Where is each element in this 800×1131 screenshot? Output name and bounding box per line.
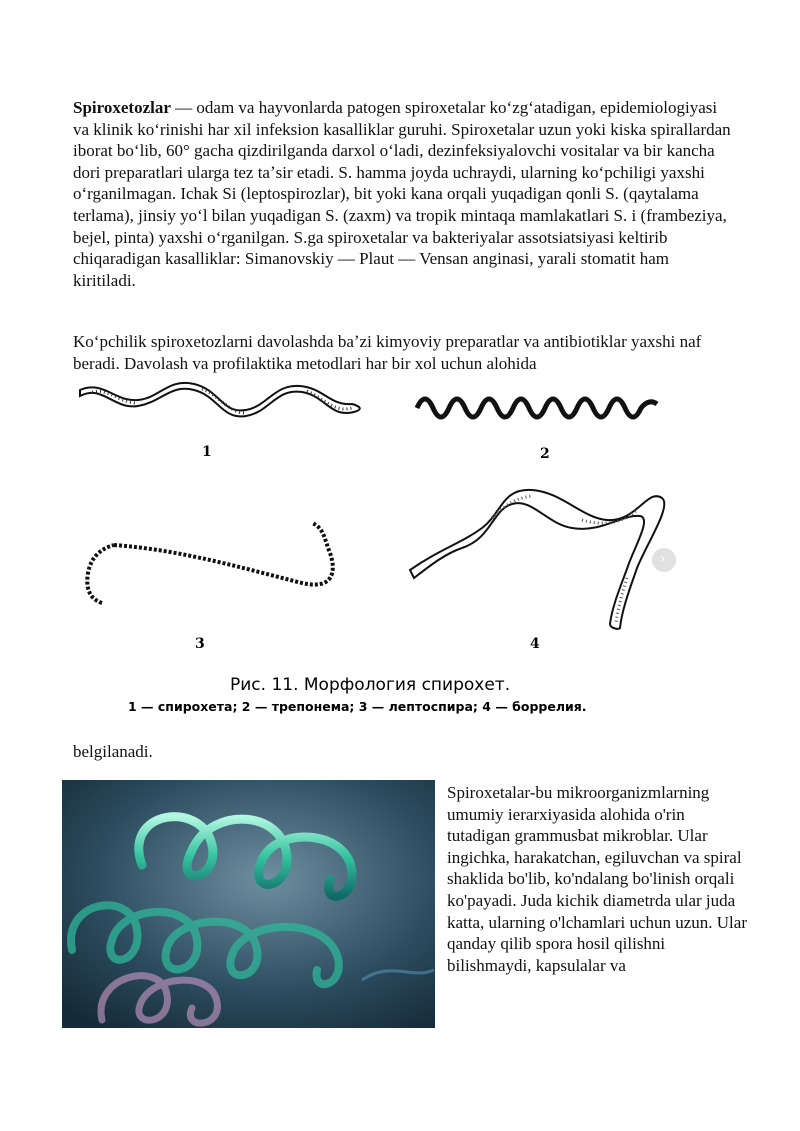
- figure-label-1: 1: [202, 444, 212, 460]
- figure-label-3: 3: [195, 636, 205, 652]
- figure-label-2: 2: [540, 446, 550, 462]
- figure-label-4: 4: [530, 636, 540, 652]
- chevron-right-icon[interactable]: ›: [652, 548, 676, 572]
- spirochete-1-drawing: [80, 383, 360, 417]
- spirochete-morphology-figure: [62, 378, 702, 723]
- figure-caption-legend: 1 — спирохета; 2 — трепонема; 3 — лептоспира; 4 — боррелия.: [128, 699, 587, 714]
- term-spiroxetozlar: Spiroxetozlar: [73, 98, 171, 117]
- paragraph-continuation: belgilanadi.: [73, 742, 153, 761]
- side-description: Spiroxetalar-bu mikroorganizmlarning umumiy ierarxiyasida alohida o'rin tutadigan grammusbat mikroblar. Ular ingichka, harakatchan, egiluvchan va spiral shaklida bo'lib, ko'ndalang bo'linish orqali ko'payadi. Juda kichik diametrda ular juda katta, ularning o'lchamlari uchun uzun. Ular qanday qilib spora hosil qilishni bilishmaydi, kapsulalar va: [447, 783, 747, 975]
- borrelia-4-drawing: [410, 490, 664, 629]
- paragraph-treatment: Koʻpchilik spiroxetozlarni davolashda baʼzi kimyoviy preparatlar va antibiotiklar yaxshi naf beradi. Davolash va profilaktika metodlari har bir xol uchun alohida: [73, 332, 702, 373]
- paragraph-intro: [73, 97, 733, 291]
- intro-text: — odam va hayvonlarda patogen spiroxetalar koʻzgʻatadigan, epidemiologiyasi va klinik koʻrinishi har xil infeksion kasalliklar guruhi. Spiroxetalar uzun yoki kiska spirallardan iborat boʻlib, 60° gacha qizdirilganda darxol oʻladi, dezinfeksiyalovchi vositalar va bir kancha dori preparatlari ularga tez taʼsir etadi. S. hamma joyda uchraydi, ularning koʻpchiligi yaxshi oʻrganilmagan. Ichak Si (leptospirozlar), bit yoki kana orqali yuqadigan qonli S. (qaytalama terlama), jinsiy yoʻl bilan yuqadigan S. (zaxm) va tropik mintaqa mamlakatlari S. i (frambeziya, bejel, pinta) yaxshi oʻrganilgan. S.ga spiroxetalar va bakteriyalar assotsiatsiyasi keltirib chiqaradigan kasalliklar: Simanovskiy — Plaut — Vensan anginasi, yarali stomatit ham kiritiladi.: [73, 98, 731, 290]
- treponema-2-drawing: [417, 399, 657, 417]
- leptospira-3-drawing: [87, 523, 333, 603]
- spirochete-microscopy-photo: [62, 780, 435, 1028]
- figure-caption-title: Рис. 11. Морфология спирохет.: [230, 675, 511, 695]
